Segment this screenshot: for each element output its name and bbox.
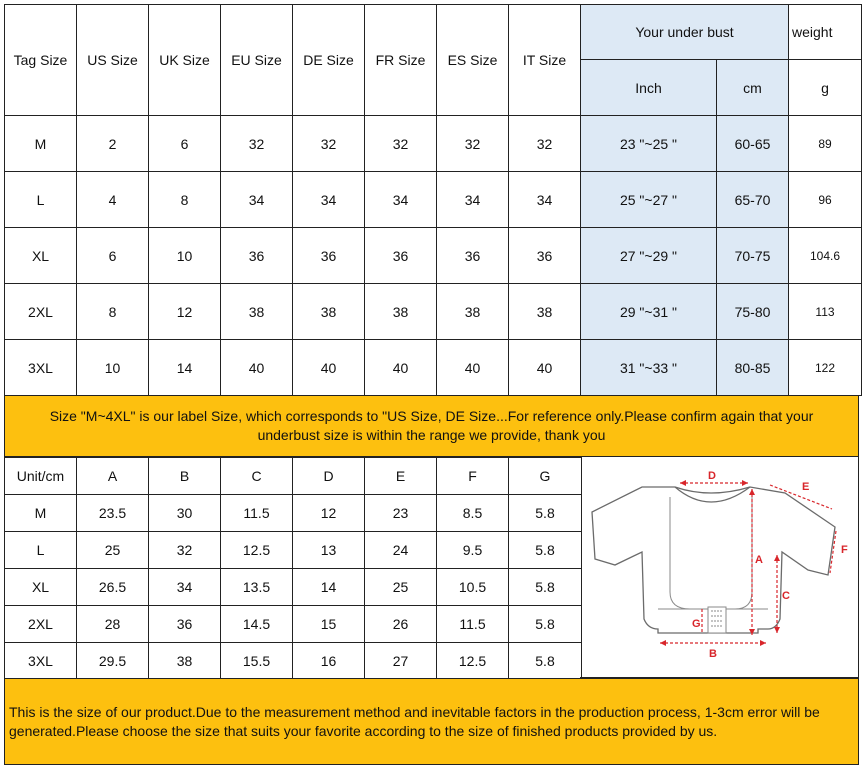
- size-cell-us: 4: [77, 172, 149, 228]
- header-unit: Unit/cm: [5, 458, 77, 495]
- size-cell-inch: 29 "~31 ": [581, 284, 717, 340]
- measure-value-cell: 9.5: [437, 532, 509, 569]
- size-cell-es: 32: [437, 116, 509, 172]
- size-cell-inch: 27 "~29 ": [581, 228, 717, 284]
- size-cell-tag: L: [5, 172, 77, 228]
- measure-value-cell: 24: [365, 532, 437, 569]
- size-cell-es: 34: [437, 172, 509, 228]
- size-cell-eu: 38: [221, 284, 293, 340]
- measure-value-cell: 26.5: [77, 569, 149, 606]
- size-cell-fr: 36: [365, 228, 437, 284]
- size-cell-g: 104.6: [789, 228, 862, 284]
- size-cell-uk: 6: [149, 116, 221, 172]
- size-row: [5, 228, 862, 284]
- measure-value-cell: 38: [149, 643, 221, 680]
- size-cell-g: 89: [789, 116, 862, 172]
- size-cell-de: 32: [293, 116, 365, 172]
- size-cell-uk: 8: [149, 172, 221, 228]
- size-cell-inch: 23 "~25 ": [581, 116, 717, 172]
- size-row: [5, 116, 862, 172]
- measure-size-cell: 2XL: [5, 606, 77, 643]
- measure-size-cell: XL: [5, 569, 77, 606]
- header-c: C: [221, 458, 293, 495]
- size-cell-g: 122: [789, 340, 862, 396]
- size-cell-tag: XL: [5, 228, 77, 284]
- measure-value-cell: 34: [149, 569, 221, 606]
- measure-value-cell: 8.5: [437, 495, 509, 532]
- measure-value-cell: 30: [149, 495, 221, 532]
- measure-size-cell: 3XL: [5, 643, 77, 680]
- measure-row: [5, 643, 582, 680]
- size-cell-tag: 2XL: [5, 284, 77, 340]
- header-es-size: ES Size: [437, 5, 509, 116]
- measure-value-cell: 5.8: [509, 606, 582, 643]
- size-row: [5, 340, 862, 396]
- measure-row: [5, 569, 582, 606]
- size-conversion-table: [4, 4, 862, 396]
- size-cell-de: 40: [293, 340, 365, 396]
- measurement-table: [4, 457, 582, 680]
- measure-value-cell: 12: [293, 495, 365, 532]
- measure-value-cell: 11.5: [437, 606, 509, 643]
- header-eu-size: EU Size: [221, 5, 293, 116]
- header-tag-size: Tag Size: [5, 5, 77, 116]
- measure-value-cell: 15.5: [221, 643, 293, 680]
- measure-value-cell: 26: [365, 606, 437, 643]
- size-cell-eu: 40: [221, 340, 293, 396]
- header-uk-size: UK Size: [149, 5, 221, 116]
- size-cell-es: 40: [437, 340, 509, 396]
- size-cell-eu: 32: [221, 116, 293, 172]
- size-cell-de: 34: [293, 172, 365, 228]
- measure-value-cell: 10.5: [437, 569, 509, 606]
- measure-value-cell: 5.8: [509, 532, 582, 569]
- size-cell-cm: 60-65: [717, 116, 789, 172]
- header-a: A: [77, 458, 149, 495]
- measure-value-cell: 25: [77, 532, 149, 569]
- size-cell-fr: 40: [365, 340, 437, 396]
- size-cell-cm: 80-85: [717, 340, 789, 396]
- measure-value-cell: 13: [293, 532, 365, 569]
- header-grams: g: [789, 60, 862, 116]
- measure-row: [5, 606, 582, 643]
- label-size-notice: Size "M~4XL" is our label Size, which corresponds to "US Size, DE Size...For reference only.Please confirm again that your underbust size is within the range we provide, thank you: [4, 395, 859, 457]
- hook-eye-closure: [708, 607, 726, 633]
- size-cell-tag: M: [5, 116, 77, 172]
- size-cell-fr: 38: [365, 284, 437, 340]
- header-weight: weight: [789, 5, 862, 60]
- measure-size-cell: M: [5, 495, 77, 532]
- size-cell-es: 36: [437, 228, 509, 284]
- header-under-bust: Your under bust: [581, 5, 789, 60]
- measure-value-cell: 25: [365, 569, 437, 606]
- size-cell-es: 38: [437, 284, 509, 340]
- measure-value-cell: 16: [293, 643, 365, 680]
- size-cell-de: 36: [293, 228, 365, 284]
- measure-value-cell: 29.5: [77, 643, 149, 680]
- measure-value-cell: 12.5: [437, 643, 509, 680]
- header-e: E: [365, 458, 437, 495]
- size-cell-de: 38: [293, 284, 365, 340]
- measure-size-cell: L: [5, 532, 77, 569]
- measure-row: [5, 532, 582, 569]
- diagram-label-c: C: [782, 590, 790, 602]
- size-cell-it: 36: [509, 228, 581, 284]
- measure-value-cell: 15: [293, 606, 365, 643]
- measure-value-cell: 14.5: [221, 606, 293, 643]
- header-inch: Inch: [581, 60, 717, 116]
- measure-value-cell: 14: [293, 569, 365, 606]
- shrug-garment-illustration: [580, 457, 859, 678]
- size-cell-us: 8: [77, 284, 149, 340]
- size-row: [5, 284, 862, 340]
- header-us-size: US Size: [77, 5, 149, 116]
- size-cell-uk: 14: [149, 340, 221, 396]
- measure-value-cell: 13.5: [221, 569, 293, 606]
- size-cell-eu: 34: [221, 172, 293, 228]
- size-cell-tag: 3XL: [5, 340, 77, 396]
- size-cell-us: 2: [77, 116, 149, 172]
- measure-value-cell: 5.8: [509, 643, 582, 680]
- measure-value-cell: 12.5: [221, 532, 293, 569]
- diagram-label-g: G: [692, 618, 701, 630]
- measure-value-cell: 23: [365, 495, 437, 532]
- header-cm: cm: [717, 60, 789, 116]
- size-cell-eu: 36: [221, 228, 293, 284]
- measure-value-cell: 5.8: [509, 495, 582, 532]
- size-cell-inch: 25 "~27 ": [581, 172, 717, 228]
- measure-value-cell: 11.5: [221, 495, 293, 532]
- size-cell-it: 32: [509, 116, 581, 172]
- diagram-label-b: B: [709, 648, 717, 660]
- size-row: [5, 172, 862, 228]
- size-cell-us: 10: [77, 340, 149, 396]
- size-cell-g: 113: [789, 284, 862, 340]
- header-it-size: IT Size: [509, 5, 581, 116]
- size-cell-cm: 70-75: [717, 228, 789, 284]
- header-de-size: DE Size: [293, 5, 365, 116]
- header-fr-size: FR Size: [365, 5, 437, 116]
- size-cell-uk: 12: [149, 284, 221, 340]
- measure-value-cell: 27: [365, 643, 437, 680]
- measure-value-cell: 36: [149, 606, 221, 643]
- size-cell-fr: 32: [365, 116, 437, 172]
- measure-value-cell: 5.8: [509, 569, 582, 606]
- measurement-error-notice: This is the size of our product.Due to the measurement method and inevitable factors in the production process, 1-3cm error will be generated.Please choose the size that suits your favorite according to the size of finished products provided by us.: [4, 678, 859, 765]
- header-d: D: [293, 458, 365, 495]
- size-cell-cm: 75-80: [717, 284, 789, 340]
- diagram-label-e: E: [802, 481, 810, 493]
- measure-value-cell: 32: [149, 532, 221, 569]
- measure-value-cell: 23.5: [77, 495, 149, 532]
- measure-row: [5, 495, 582, 532]
- measure-value-cell: 28: [77, 606, 149, 643]
- garment-measurement-diagram: [580, 457, 859, 678]
- size-cell-us: 6: [77, 228, 149, 284]
- header-f: F: [437, 458, 509, 495]
- header-b: B: [149, 458, 221, 495]
- diagram-label-f: F: [841, 544, 848, 556]
- header-g: G: [509, 458, 582, 495]
- size-cell-g: 96: [789, 172, 862, 228]
- size-cell-cm: 65-70: [717, 172, 789, 228]
- size-cell-it: 40: [509, 340, 581, 396]
- size-cell-uk: 10: [149, 228, 221, 284]
- size-cell-fr: 34: [365, 172, 437, 228]
- diagram-label-d: D: [708, 470, 716, 482]
- diagram-label-a: A: [755, 554, 763, 566]
- size-cell-inch: 31 "~33 ": [581, 340, 717, 396]
- size-cell-it: 34: [509, 172, 581, 228]
- size-cell-it: 38: [509, 284, 581, 340]
